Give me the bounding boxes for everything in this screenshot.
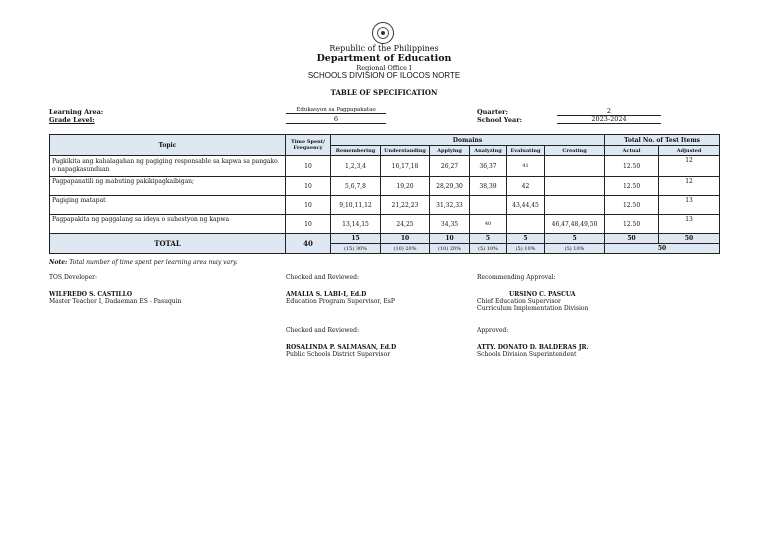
deped-seal-icon <box>372 22 394 44</box>
time-cell: 10 <box>286 215 331 234</box>
republic-text: Republic of the Philippines <box>329 44 439 53</box>
total-adjusted: 50 <box>659 234 720 244</box>
school-year-value: 2023-2024 <box>557 115 661 124</box>
domain-analyzing-header: Analyzing <box>470 146 507 156</box>
understanding-cell: 21,22,23 <box>381 196 430 215</box>
table-row <box>50 156 720 177</box>
time-spent-header: Time Spent/ Frequency <box>286 135 331 156</box>
note-label: Note: <box>49 259 68 266</box>
domain-remembering-header: Remembering <box>331 146 381 156</box>
evaluating-cell: 42 <box>507 177 545 196</box>
analyzing-cell <box>470 196 507 215</box>
specification-table <box>49 134 720 254</box>
domain-understanding-header: Understanding <box>381 146 430 156</box>
domains-header: Domains <box>331 135 605 146</box>
department-title: Department of Education <box>316 53 452 64</box>
creating-cell <box>545 156 605 177</box>
recommending-title2: Curriculum Implementation Division <box>477 305 589 312</box>
total-analyzing: 5 <box>470 234 507 244</box>
checked1-title: Education Program Supervisor, EsP <box>286 298 395 305</box>
time-cell: 10 <box>286 177 331 196</box>
actual-cell: 12.50 <box>605 215 659 234</box>
recommending-block <box>477 274 677 312</box>
topic-cell: Pagpapanatili ng mabuting pakikipagkaibigan; <box>50 177 286 196</box>
checked2-name: ROSALINDA P. SALMASAN, Ed.D <box>286 344 397 351</box>
table-row <box>50 215 720 234</box>
topic-cell: Pagkikita ang kahalagahan ng pagiging responsable sa kapwa sa pangako o napagkasunduan <box>50 156 286 177</box>
developer-role: TOS Developer: <box>49 274 98 281</box>
applying-cell: 28,29,30 <box>430 177 470 196</box>
understanding-cell: 19,20 <box>381 177 430 196</box>
remembering-cell: 13,14,15 <box>331 215 381 234</box>
total-items-header: Total No. of Test Items <box>605 135 720 146</box>
adjusted-cell: 13 <box>659 215 720 234</box>
school-year-label: School Year: <box>477 116 523 124</box>
region-text: Regional Office I <box>356 64 412 72</box>
time-cell: 10 <box>286 196 331 215</box>
adjusted-cell: 12 <box>659 177 720 196</box>
total-creating: 5 <box>545 234 605 244</box>
creating-cell <box>545 177 605 196</box>
percent-creating: (5) 10% <box>545 244 605 254</box>
evaluating-cell: 41 <box>507 156 545 177</box>
topic-cell: Pagiging matapat <box>50 196 286 215</box>
actual-header: Actual <box>605 146 659 156</box>
grade-level-label: Grade Level: <box>49 116 95 124</box>
percent-understanding: (10) 20% <box>381 244 430 254</box>
total-time: 40 <box>286 234 331 254</box>
topic-header: Topic <box>50 135 286 156</box>
checked2-title: Public Schools District Supervisor <box>286 351 391 358</box>
applying-cell: 31,32,33 <box>430 196 470 215</box>
percent-applying: (10) 20% <box>430 244 470 254</box>
recommending-name: URSINO C. PASCUA <box>509 291 576 298</box>
evaluating-cell <box>507 215 545 234</box>
learning-area-value: Edukasyon sa Pagpapakatao <box>286 107 386 114</box>
total-understanding: 10 <box>381 234 430 244</box>
table-row <box>50 196 720 215</box>
analyzing-cell: 36,37 <box>470 156 507 177</box>
checked1-name: AMALIA S. LABI-I, Ed.D <box>286 291 367 298</box>
approved-title: Schools Division Superintendent <box>477 351 577 358</box>
percent-analyzing: (5) 10% <box>470 244 507 254</box>
checked1-role: Checked and Reviewed: <box>286 274 359 281</box>
developer-block <box>49 274 269 305</box>
remembering-cell: 1,2,3,4 <box>331 156 381 177</box>
note-text: Total number of time spent per learning area may vary. <box>69 259 238 266</box>
understanding-cell: 24,25 <box>381 215 430 234</box>
percent-remembering: (15) 30% <box>331 244 381 254</box>
total-row <box>50 234 720 244</box>
topic-cell: Pagpapakita ng paggalang sa ideya o suhestyon ng kapwa <box>50 215 286 234</box>
understanding-cell: 16,17,18 <box>381 156 430 177</box>
total-label: TOTAL <box>50 234 286 254</box>
analyzing-cell: 40 <box>470 215 507 234</box>
percent-total: 50 <box>605 244 720 254</box>
developer-name: WILFREDO S. CASTILLO <box>49 291 133 298</box>
total-applying: 10 <box>430 234 470 244</box>
domain-applying-header: Applying <box>430 146 470 156</box>
creating-cell: 46,47,48,49,50 <box>545 215 605 234</box>
percent-evaluating: (5) 10% <box>507 244 545 254</box>
table-note <box>49 259 238 266</box>
table-row <box>50 177 720 196</box>
applying-cell: 34,35 <box>430 215 470 234</box>
remembering-cell: 5,6,7,8 <box>331 177 381 196</box>
creating-cell <box>545 196 605 215</box>
total-remembering: 15 <box>331 234 381 244</box>
developer-title: Master Teacher I, Dadaeman ES - Pasuquin <box>49 298 182 305</box>
domain-creating-header: Creating <box>545 146 605 156</box>
total-evaluating: 5 <box>507 234 545 244</box>
division-text: SCHOOLS DIVISION OF ILOCOS NORTE <box>307 71 461 80</box>
grade-level-value: 6 <box>286 115 386 124</box>
adjusted-header: Adjusted <box>659 146 720 156</box>
recommending-role: Recommending Approval: <box>477 274 556 281</box>
total-actual: 50 <box>605 234 659 244</box>
remembering-cell: 9,10,11,12 <box>331 196 381 215</box>
learning-area-label: Learning Area: <box>49 108 104 116</box>
time-cell: 10 <box>286 156 331 177</box>
adjusted-cell: 13 <box>659 196 720 215</box>
adjusted-cell: 12 <box>659 156 720 177</box>
actual-cell: 12.50 <box>605 156 659 177</box>
actual-cell: 12.50 <box>605 196 659 215</box>
checked-reviewed-block-1 <box>286 274 466 305</box>
applying-cell: 26,27 <box>430 156 470 177</box>
checked2-role: Checked and Reviewed: <box>286 327 359 334</box>
domain-evaluating-header: Evaluating <box>507 146 545 156</box>
actual-cell: 12.50 <box>605 177 659 196</box>
recommending-title1: Chief Education Supervisor <box>477 298 561 305</box>
approved-role: Approved: <box>477 327 509 334</box>
quarter-label: Quarter: <box>477 108 508 116</box>
document-title: TABLE OF SPECIFICATION <box>330 88 438 97</box>
analyzing-cell: 38,39 <box>470 177 507 196</box>
quarter-value: 2 <box>557 107 661 116</box>
approved-name: ATTY. DONATO D. BALDERAS JR. <box>477 344 589 351</box>
checked-reviewed-block-2 <box>286 327 466 358</box>
approved-block <box>477 327 677 358</box>
evaluating-cell: 43,44,45 <box>507 196 545 215</box>
